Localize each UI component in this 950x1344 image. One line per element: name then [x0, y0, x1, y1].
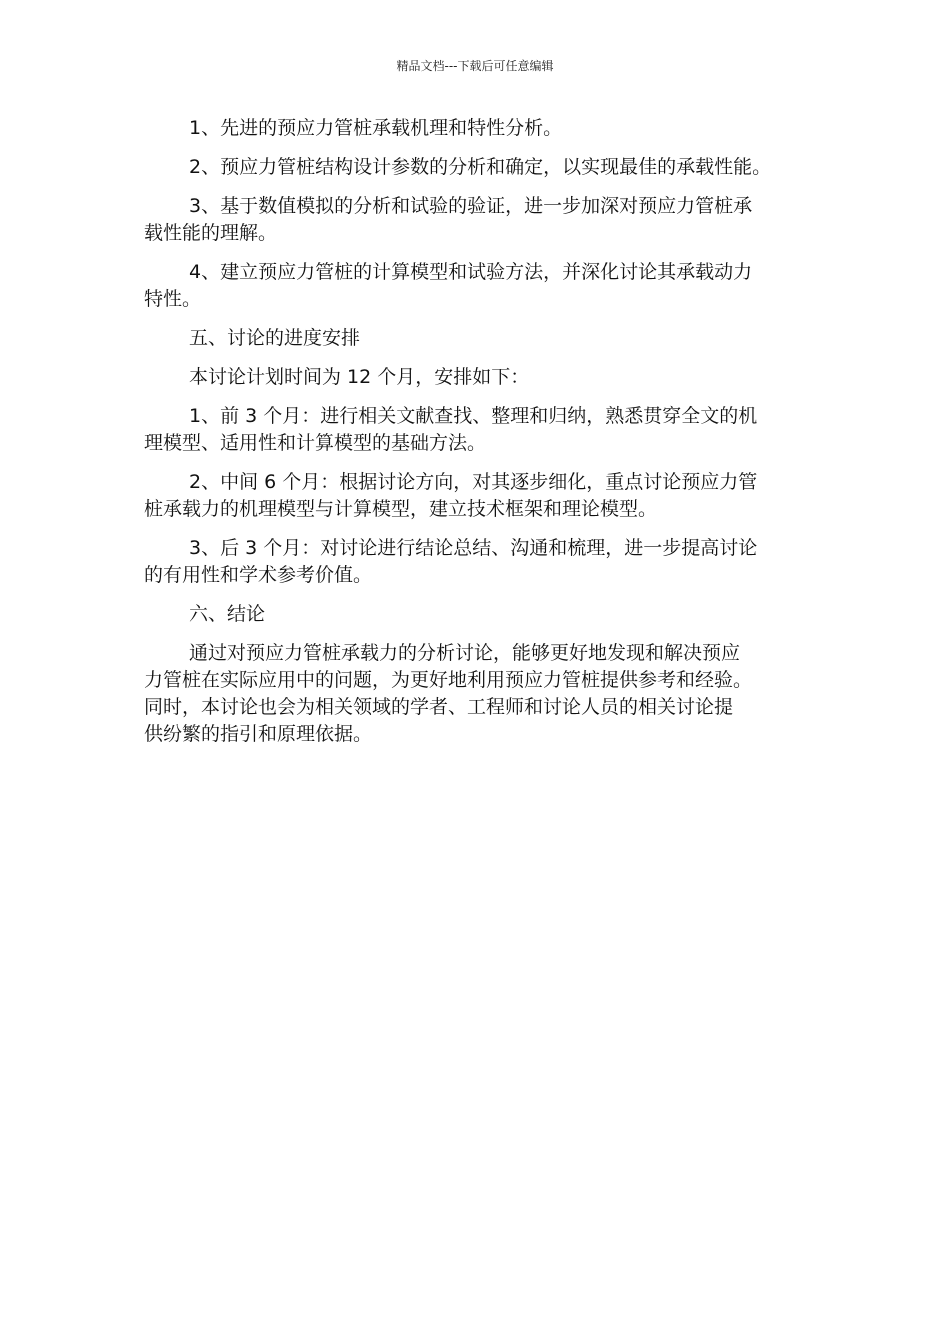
paragraph-objective-3	[144, 193, 816, 247]
page-header: 精品文档---下载后可任意编辑	[396, 59, 554, 73]
text-line: 特性。	[144, 288, 202, 310]
text-line: 桩承载力的机理模型与计算模型，建立技术框架和理论模型。	[144, 498, 658, 520]
text-line: 1、先进的预应力管桩承载机理和特性分析。	[189, 117, 563, 139]
text-line: 本讨论计划时间为 12 个月，安排如下：	[189, 366, 530, 388]
text-line: 3、后 3 个月：对讨论进行结论总结、沟通和梳理，进一步提高讨论	[189, 537, 758, 559]
text-line: 的有用性和学术参考价值。	[144, 564, 373, 586]
section-heading-conclusion	[144, 601, 816, 628]
text-line: 理模型、适用性和计算模型的基础方法。	[144, 432, 487, 454]
text-line: 2、预应力管桩结构设计参数的分析和确定，以实现最佳的承载性能。	[189, 156, 772, 178]
text-line: 通过对预应力管桩承载力的分析讨论，能够更好地发现和解决预应	[189, 642, 741, 664]
paragraph-objective-1	[144, 115, 816, 142]
section-heading-schedule	[144, 325, 816, 352]
section-heading: 五、讨论的进度安排	[189, 327, 361, 349]
document-body	[144, 115, 816, 748]
paragraph-conclusion	[144, 640, 816, 748]
text-line: 供纷繁的指引和原理依据。	[144, 723, 373, 745]
section-heading: 六、结论	[189, 603, 266, 625]
text-line: 3、基于数值模拟的分析和试验的验证，进一步加深对预应力管桩承	[189, 195, 753, 217]
paragraph-objective-4	[144, 259, 816, 313]
paragraph-objective-2	[144, 154, 816, 181]
text-line: 同时，本讨论也会为相关领域的学者、工程师和讨论人员的相关讨论提	[144, 696, 734, 718]
paragraph-schedule-phase-2	[144, 469, 816, 523]
text-line: 2、中间 6 个月：根据讨论方向，对其逐步细化，重点讨论预应力管	[189, 471, 758, 493]
paragraph-schedule-intro	[144, 364, 816, 391]
text-line: 力管桩在实际应用中的问题，为更好地利用预应力管桩提供参考和经验。	[144, 669, 753, 691]
text-line: 4、建立预应力管桩的计算模型和试验方法，并深化讨论其承载动力	[189, 261, 753, 283]
paragraph-schedule-phase-1	[144, 403, 816, 457]
paragraph-schedule-phase-3	[144, 535, 816, 589]
text-line: 1、前 3 个月：进行相关文献查找、整理和归纳，熟悉贯穿全文的机	[189, 405, 758, 427]
text-line: 载性能的理解。	[144, 222, 278, 244]
